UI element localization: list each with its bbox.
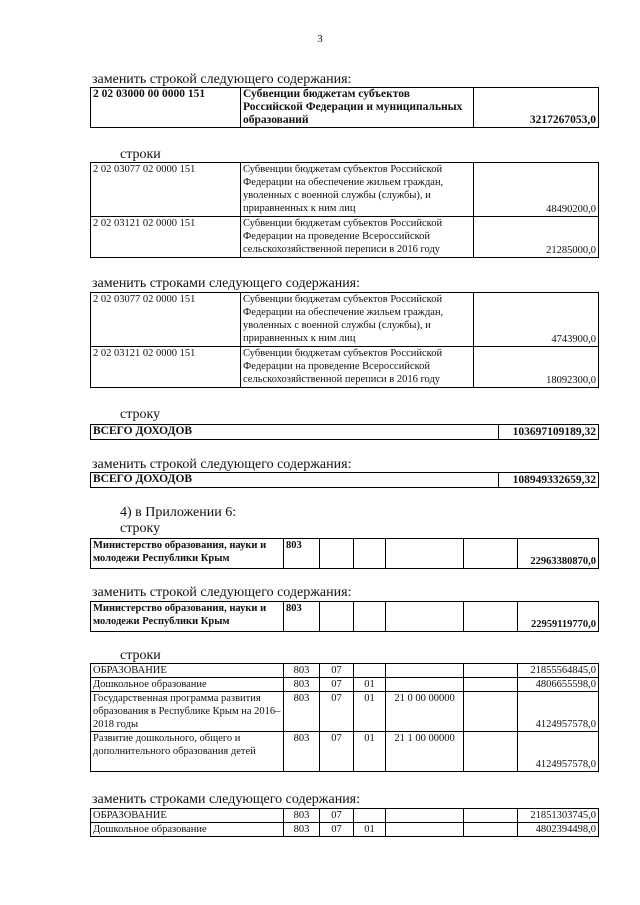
value-cell: 4802394498,0	[518, 823, 599, 837]
table-row	[91, 473, 599, 488]
code-cell: 2 02 03121 02 0000 151	[91, 347, 241, 388]
table-total-old	[90, 424, 599, 440]
table-row	[91, 678, 599, 692]
code-cell: 2 02 03121 02 0000 151	[91, 217, 241, 258]
table-education-new	[90, 808, 599, 837]
vedom-cell: 803	[284, 602, 320, 632]
name-cell: Развитие дошкольного, общего и дополнительного образования детей	[91, 732, 284, 772]
table-row	[91, 293, 599, 347]
empty-cell	[464, 823, 518, 837]
value-cell: 21855564845,0	[518, 664, 599, 678]
vedom-cell: 803	[284, 732, 320, 772]
csr-cell	[386, 678, 464, 692]
empty-cell	[464, 809, 518, 823]
csr-cell: 21 0 00 00000	[386, 692, 464, 732]
csr-cell: 21 1 00 00000	[386, 732, 464, 772]
heading-replace-row: заменить строкой следующего содержания:	[92, 457, 352, 472]
heading-replace-rows: заменить строками следующего содержания:	[92, 792, 361, 807]
table-ministry-new	[90, 601, 599, 632]
empty-cell	[464, 602, 518, 632]
name-cell: Дошкольное образование	[91, 678, 284, 692]
vedom-cell: 803	[284, 539, 320, 569]
code-cell: 2 02 03077 02 0000 151	[91, 293, 241, 347]
empty-cell	[354, 602, 386, 632]
value-cell: 4743900,0	[474, 293, 599, 347]
vedom-cell: 803	[284, 678, 320, 692]
value-cell: 3217267053,0	[474, 88, 599, 128]
table-row	[91, 425, 599, 440]
table-old-subventions	[90, 162, 599, 258]
heading-appendix: 4) в Приложении 6:	[120, 505, 237, 520]
total-label: ВСЕГО ДОХОДОВ	[91, 473, 499, 488]
value-cell: 48490200,0	[474, 163, 599, 217]
table-row	[91, 163, 599, 217]
name-cell: Министерство образования, науки и молодежи Республики Крым	[91, 602, 284, 632]
total-value: 108949332659,32	[499, 473, 599, 488]
table-new-subventions	[90, 292, 599, 388]
table-row	[91, 347, 599, 388]
value-cell: 4806655598,0	[518, 678, 599, 692]
vedom-cell: 803	[284, 823, 320, 837]
value-cell: 22959119770,0	[518, 602, 599, 632]
csr-cell	[386, 823, 464, 837]
page-number: 3	[317, 33, 323, 45]
code-cell: 2 02 03077 02 0000 151	[91, 163, 241, 217]
razdel-cell: 07	[320, 664, 354, 678]
name-cell: Субвенции бюджетам субъектов Российской Федерации на проведение Всероссийской сельскохозяйственной переписи в 2016 году	[241, 217, 474, 258]
podrazdel-cell: 01	[354, 678, 386, 692]
podrazdel-cell: 01	[354, 823, 386, 837]
vedom-cell: 803	[284, 692, 320, 732]
heading-replace-rows: заменить строками следующего содержания:	[92, 276, 361, 291]
empty-cell	[464, 678, 518, 692]
name-cell: Субвенции бюджетам субъектов Российской Федерации и муниципальных образований	[241, 88, 474, 128]
value-cell: 4124957578,0	[518, 692, 599, 732]
table-row	[91, 88, 599, 128]
csr-cell	[386, 664, 464, 678]
heading-rows: строки	[120, 147, 161, 162]
empty-cell	[320, 539, 354, 569]
razdel-cell: 07	[320, 692, 354, 732]
podrazdel-cell: 01	[354, 732, 386, 772]
value-cell: 4124957578,0	[518, 732, 599, 772]
total-value: 103697109189,32	[499, 425, 599, 440]
name-cell: Государственная программа развития образования в Республике Крым на 2016–2018 годы	[91, 692, 284, 732]
table-ministry-old	[90, 538, 599, 569]
table-row	[91, 823, 599, 837]
empty-cell	[386, 539, 464, 569]
vedom-cell: 803	[284, 664, 320, 678]
heading-rows: строки	[120, 648, 161, 663]
table-row	[91, 602, 599, 632]
name-cell: Субвенции бюджетам субъектов Российской Федерации на обеспечение жильем граждан, уволенных с военной службы (службы), и приравненных к ним лиц	[241, 163, 474, 217]
name-cell: Субвенции бюджетам субъектов Российской Федерации на проведение Всероссийской сельскохозяйственной переписи в 2016 году	[241, 347, 474, 388]
empty-cell	[464, 692, 518, 732]
heading-replace-row: заменить строкой следующего содержания:	[92, 72, 352, 87]
name-cell: Субвенции бюджетам субъектов Российской Федерации на обеспечение жильем граждан, уволенных с военной службы (службы), и приравненных к ним лиц	[241, 293, 474, 347]
table-education-old	[90, 663, 599, 772]
empty-cell	[386, 602, 464, 632]
vedom-cell: 803	[284, 809, 320, 823]
empty-cell	[464, 539, 518, 569]
razdel-cell: 07	[320, 823, 354, 837]
podrazdel-cell	[354, 809, 386, 823]
value-cell: 21285000,0	[474, 217, 599, 258]
table-total-new	[90, 472, 599, 488]
podrazdel-cell: 01	[354, 692, 386, 732]
table-row	[91, 809, 599, 823]
table-row	[91, 732, 599, 772]
name-cell: ОБРАЗОВАНИЕ	[91, 809, 284, 823]
heading-row: строку	[120, 407, 161, 422]
table-subventions-total	[90, 87, 599, 128]
heading-row: строку	[120, 521, 161, 536]
table-row	[91, 217, 599, 258]
name-cell: ОБРАЗОВАНИЕ	[91, 664, 284, 678]
name-cell: Министерство образования, науки и молодежи Республики Крым	[91, 539, 284, 569]
total-label: ВСЕГО ДОХОДОВ	[91, 425, 499, 440]
name-cell: Дошкольное образование	[91, 823, 284, 837]
podrazdel-cell	[354, 664, 386, 678]
code-cell: 2 02 03000 00 0000 151	[91, 88, 241, 128]
empty-cell	[354, 539, 386, 569]
heading-replace-row: заменить строкой следующего содержания:	[92, 585, 352, 600]
empty-cell	[464, 664, 518, 678]
razdel-cell: 07	[320, 678, 354, 692]
razdel-cell: 07	[320, 732, 354, 772]
empty-cell	[320, 602, 354, 632]
table-row	[91, 692, 599, 732]
razdel-cell: 07	[320, 809, 354, 823]
table-row	[91, 539, 599, 569]
csr-cell	[386, 809, 464, 823]
value-cell: 21851303745,0	[518, 809, 599, 823]
value-cell: 22963380870,0	[518, 539, 599, 569]
empty-cell	[464, 732, 518, 772]
value-cell: 18092300,0	[474, 347, 599, 388]
table-row	[91, 664, 599, 678]
